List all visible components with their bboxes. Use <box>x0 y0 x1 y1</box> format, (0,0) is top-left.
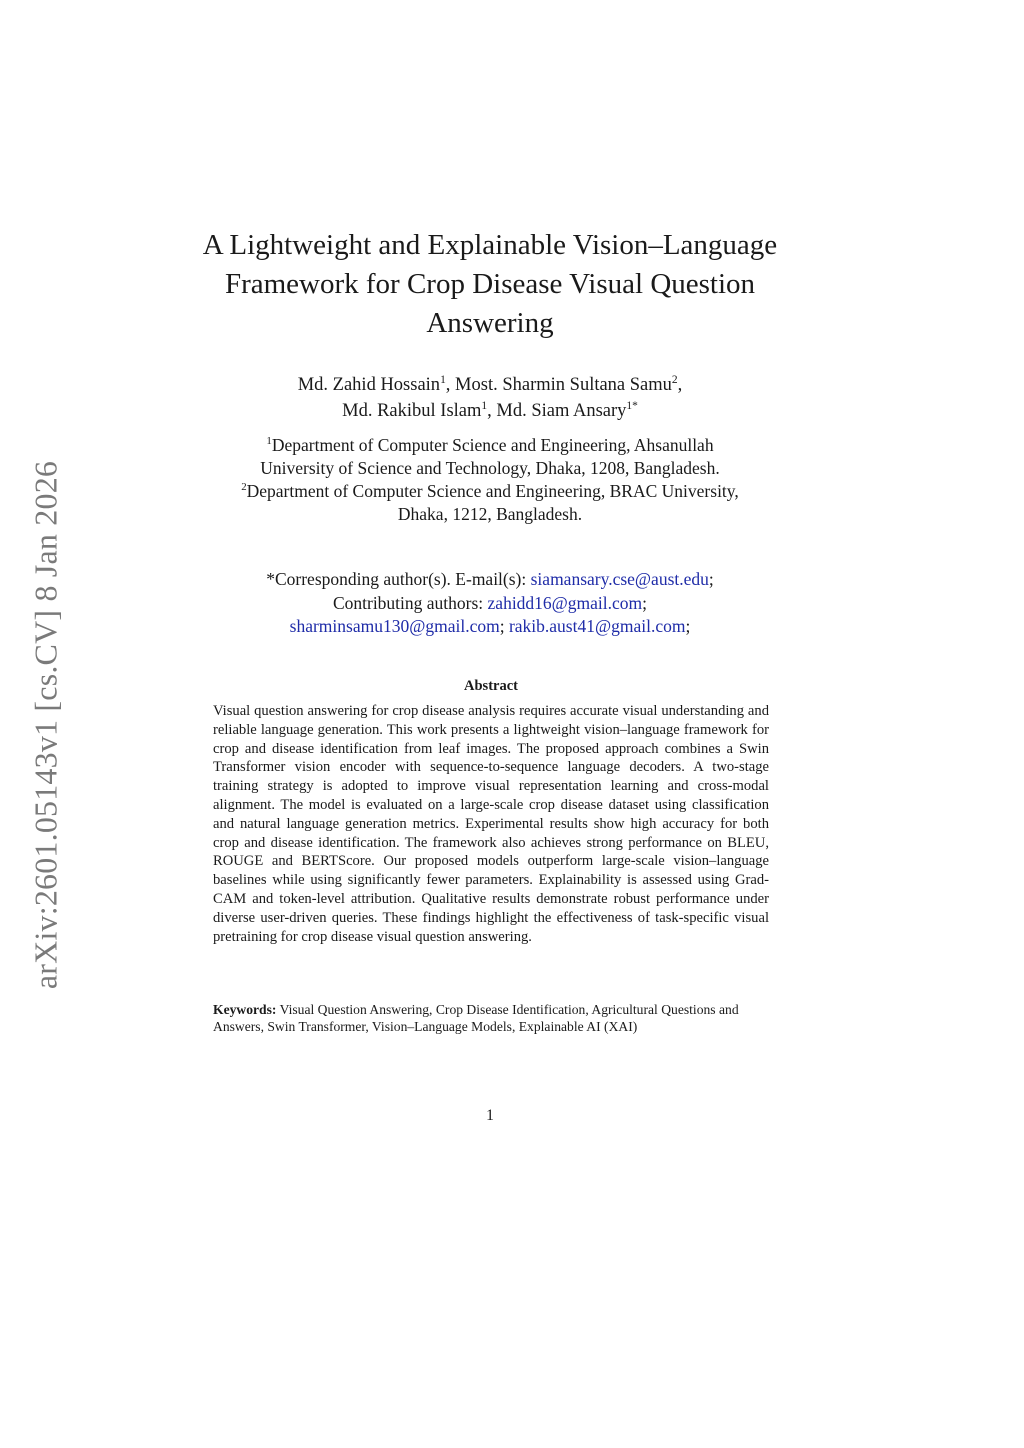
correspondence-block <box>190 568 790 639</box>
keywords-label: Keywords: <box>213 1002 277 1017</box>
punctuation: ; <box>642 592 648 613</box>
keywords-text: Visual Question Answering, Crop Disease Identification, Agricultural Questions and Answers, Swin Transformer, Vision–Language Models, Explainable AI (XAI) <box>213 1002 739 1034</box>
author-affiliation-marker: 1 <box>481 399 488 412</box>
affiliation-text: Department of Computer Science and Engineering, Ahsanullah <box>271 435 714 455</box>
corresponding-email-link[interactable]: siamansary.cse@aust.edu <box>530 569 709 589</box>
contributing-email-link[interactable]: rakib.aust41@gmail.com <box>508 616 686 636</box>
affiliation-1-line-2: University of Science and Technology, Dhaka, 1208, Bangladesh. <box>260 458 720 478</box>
author-name: Md. Siam Ansary <box>496 401 627 421</box>
affiliation-marker: 1 <box>266 435 272 448</box>
affiliation-1-line-1 <box>190 434 790 457</box>
paper-title <box>190 226 790 343</box>
title-line-2: Framework for Crop Disease Visual Question <box>224 268 756 300</box>
author-affiliation-marker: 1 <box>440 373 446 386</box>
author-affiliation-marker: 1* <box>626 399 638 412</box>
arxiv-identifier-stamp: arXiv:2601.05143v1 [cs.CV] 8 Jan 2026 <box>27 460 64 990</box>
affiliation-marker: 2 <box>241 481 247 494</box>
abstract-text: Visual question answering for crop disease analysis requires accurate visual understanding and reliable language generation. This work presents a lightweight vision–language framework for crop and disease identification from leaf images. The proposed approach combines a Swin Transformer vision encoder with sequence-to-sequence language decoders. A two-stage training strategy is adopted to improve visual representation learning and cross-modal alignment. The model is evaluated on a large-scale crop disease dataset using classification and natural language generation metrics. Experimental results show high accuracy for both crop and disease identification. The framework also achieves strong performance on BLEU, ROUGE and BERTScore. Our proposed models outperform large-scale vision–language baselines while using significantly fewer parameters. Explainability is assessed using Grad-CAM and token-level attribution. Qualitative results demonstrate robust performance under diverse user-driven queries. These findings highlight the effectiveness of task-specific visual pretraining for crop disease visual question answering. <box>213 703 769 945</box>
corresponding-label: *Corresponding author(s). E-mail(s): <box>266 569 531 589</box>
punctuation: ; <box>499 616 509 636</box>
contributing-email-link[interactable]: sharminsamu130@gmail.com <box>289 616 500 636</box>
contributing-label: Contributing authors: <box>332 592 488 613</box>
contributing-email-link[interactable]: zahidd16@gmail.com <box>487 592 643 613</box>
author-name: Md. Rakibul Islam <box>342 401 482 421</box>
affiliation-text: Department of Computer Science and Engineering, BRAC University, <box>246 481 739 501</box>
author-name: Md. Zahid Hossain <box>297 375 441 395</box>
punctuation: ; <box>685 616 691 636</box>
title-line-1: A Lightweight and Explainable Vision–Language <box>202 229 778 261</box>
punctuation: ; <box>708 569 714 589</box>
author-separator: , <box>487 401 497 421</box>
corresponding-author-line <box>190 568 790 592</box>
author-line-2 <box>190 398 790 424</box>
title-line-3: Answering <box>426 307 554 339</box>
affiliation-2-line-1 <box>190 480 790 503</box>
affiliation-2-line-2: Dhaka, 1212, Bangladesh. <box>397 504 583 524</box>
author-line-1 <box>190 372 790 398</box>
author-name: Most. Sharmin Sultana Samu <box>455 375 672 395</box>
contributing-authors-line <box>190 592 790 616</box>
abstract-heading: Abstract <box>464 678 518 694</box>
contributing-emails-line <box>190 615 790 639</box>
page-number: 1 <box>486 1107 494 1124</box>
keywords-block <box>213 1002 769 1035</box>
author-affiliation-marker: 2 <box>671 373 678 386</box>
affiliation-list <box>190 434 790 526</box>
author-separator: , <box>677 375 683 395</box>
author-separator: , <box>445 375 456 395</box>
author-list <box>190 372 790 424</box>
